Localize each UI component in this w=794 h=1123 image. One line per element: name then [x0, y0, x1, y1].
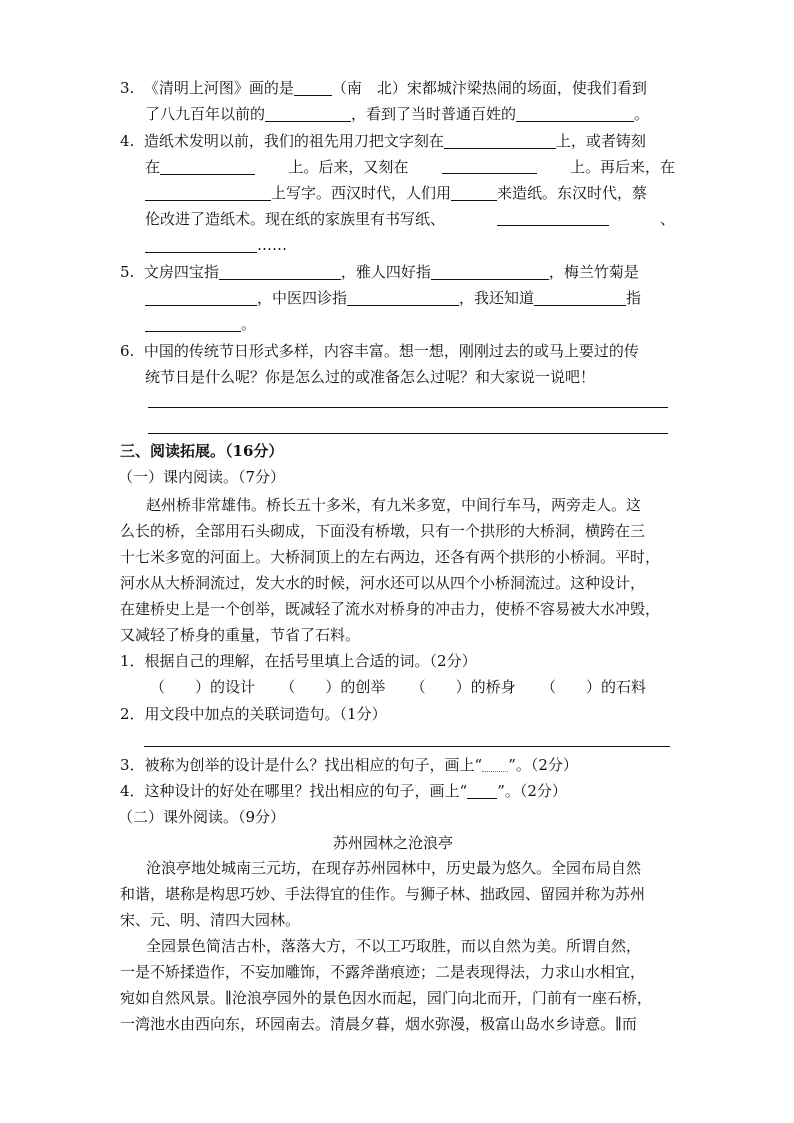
answer-line[interactable] [148, 433, 668, 434]
wavy-underline-sample [482, 759, 508, 772]
fill-blank[interactable]: （ ）的石料 [540, 678, 646, 696]
q4-line-1: 4. 造纸术发明以前，我们的祖先用刀把文字刻在 上，或者铸刻 [120, 132, 646, 150]
section-title: 三、阅读拓展。（16分） [120, 442, 284, 460]
q4-line-5: …… [145, 235, 287, 255]
straight-underline-sample [467, 784, 497, 799]
answer-blank[interactable] [534, 289, 626, 306]
article-line: 全园景色简洁古朴，落落大方，不以工巧取胜，而以自然为美。所谓自然， [146, 937, 642, 955]
article-line: 宋、元、明、清四大园林。 [120, 911, 301, 929]
answer-blank[interactable] [497, 209, 609, 226]
q6-line-2: 统节日是什么呢？你是怎么过的或准备怎么过呢？和大家说一说吧！ [145, 368, 596, 386]
article-line: 一湾池水由西向东，环园南去。清晨夕暮，烟水弥漫，极富山岛水乡诗意。∥而 [120, 1015, 637, 1033]
question-number: 6. [120, 342, 135, 360]
fill-blanks-row [150, 677, 646, 697]
q3-line-1: 3. 《清明上河图》画的是 （南 北）宋都城汴梁热闹的场面，使我们看到 [120, 79, 647, 97]
reading-question-4: 4．这种设计的好处在哪里？找出相应的句子，画上“ ”。（2分） [120, 782, 567, 800]
question-number: 3. [120, 79, 135, 97]
answer-blank[interactable] [145, 184, 271, 201]
reading-question-1: 1．根据自己的理解，在括号里填上合适的词。（2分） [120, 652, 477, 670]
reading-question-2: 2．用文段中加点的关联词造句。（1分） [120, 705, 387, 723]
answer-blank[interactable] [431, 263, 549, 280]
passage-line: 么长的桥，全部用石头砌成，下面没有桥墩，只有一个拱形的大桥洞，横跨在三 [120, 522, 646, 540]
question-number: 4. [120, 132, 135, 150]
answer-blank[interactable] [451, 184, 497, 201]
q4-line-4: 伦改进了造纸术。现在纸的家族里有书写纸、 、 [145, 210, 675, 228]
answer-blank[interactable] [294, 79, 332, 96]
q5-line-2: ，中医四诊指 ，我还知道 指 [145, 288, 641, 308]
answer-blank[interactable] [145, 236, 257, 253]
passage-line: 在建桥史上是一个创举，既减轻了流水对桥身的冲击力，使桥不容易被大水冲毁， [120, 600, 661, 618]
article-line: 沧浪亭地处城南三元坊，在现存苏州园林中，历史最为悠久。全园布局自然 [146, 859, 642, 877]
q4-line-2: 在 上。后来，又刻在 上。再后来，在 [145, 158, 675, 176]
answer-blank[interactable] [160, 158, 255, 175]
q5-line-3: 。 [145, 314, 256, 334]
article-title: 苏州园林之沧浪亭 [333, 834, 454, 852]
question-number: 5. [120, 263, 135, 281]
part-heading: （一）课内阅读。（7分） [118, 468, 286, 486]
answer-line[interactable] [148, 407, 668, 408]
answer-blank[interactable] [444, 132, 556, 149]
passage-line: 河水从大桥洞流过，发大水的时候，河水还可以从四个小桥洞流过。这种设计， [120, 574, 646, 592]
answer-blank[interactable] [145, 315, 241, 332]
answer-blank[interactable] [442, 157, 537, 174]
q3-line-2: 了八九百年以前的 ，看到了当时普通百姓的 。 [145, 105, 650, 123]
article-line: 和谐，堪称是构思巧妙、手法得宜的佳作。与狮子林、拙政园、留园并称为苏州 [120, 885, 646, 903]
part-heading: （二）课外阅读。（9分） [118, 808, 286, 826]
passage-line: 赵州桥非常雄伟。桥长五十多米，有九米多宽，中间行车马，两旁走人。这 [146, 496, 642, 514]
answer-line[interactable] [144, 746, 670, 747]
fill-blank[interactable]: （ ）的创举 [280, 678, 386, 696]
fill-blank[interactable]: （ ）的桥身 [410, 678, 516, 696]
article-line: 一是不矫揉造作，不妄加雕饰，不露斧凿痕迹；二是表现得法，力求山水相宜， [120, 963, 646, 981]
answer-blank[interactable] [145, 289, 257, 306]
answer-blank[interactable] [516, 105, 634, 122]
q6-line-1: 6. 中国的传统节日形式多样，内容丰富。想一想，刚刚过去的或马上要过的传 [120, 342, 639, 360]
q5-line-1: 5. 文房四宝指 ，雅人四好指 ，梅兰竹菊是 [120, 263, 639, 281]
passage-line: 十七米多宽的河面上。大桥洞顶上的左右两边，还各有两个拱形的小桥洞。平时， [120, 548, 661, 566]
passage-line: 又减轻了桥身的重量，节省了石料。 [120, 626, 361, 644]
q4-line-3: 上写字。西汉时代，人们用 来造纸。东汉时代，蔡 [145, 183, 647, 203]
answer-blank[interactable] [347, 289, 459, 306]
answer-blank[interactable] [219, 263, 341, 280]
reading-question-3: 3．被称为创举的设计是什么？找出相应的句子，画上“ ”。（2分） [120, 756, 578, 774]
fill-blank[interactable]: （ ）的设计 [150, 678, 256, 696]
article-line: 宛如自然风景。∥沧浪亭园外的景色因水而起，园门向北而开，门前有一座石桥， [120, 989, 652, 1007]
answer-blank[interactable] [265, 105, 351, 122]
